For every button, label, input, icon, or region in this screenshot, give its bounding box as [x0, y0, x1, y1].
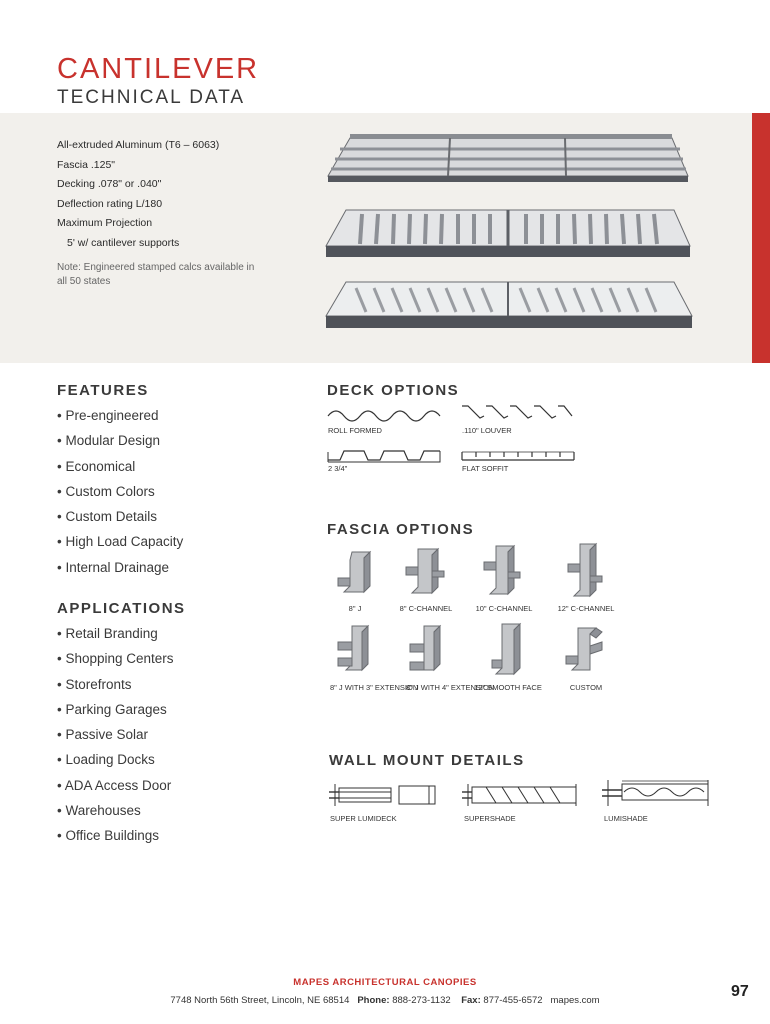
spec-deflection: Deflection rating L/180	[57, 197, 163, 210]
footer-phone-label: Phone:	[357, 995, 390, 1006]
fascia-custom-label: CUSTOM	[569, 683, 603, 692]
fascia-j-ext4-label: 8" J WITH 4" EXTENSION	[406, 683, 495, 692]
page-title: CANTILEVER	[57, 53, 260, 85]
footer-fax: 877-455-6572	[483, 995, 543, 1006]
footer-brand: MAPES ARCHITECTURAL CANOPIES	[293, 977, 477, 988]
list-item: • Shopping Centers	[57, 651, 174, 667]
red-edge-tab	[752, 113, 770, 363]
fascia-options-heading: FASCIA OPTIONS	[327, 521, 475, 538]
deck-options-heading: DECK OPTIONS	[327, 382, 460, 399]
list-item: • Passive Solar	[57, 727, 149, 743]
fascia-j-ext3-label: 8" J WITH 3" EXTENSION	[330, 683, 419, 692]
fascia-8-j-label: 8" J	[348, 604, 362, 613]
footer-contact	[0, 995, 770, 1006]
fascia-smooth-face-label: 12" SMOOTH FACE	[474, 683, 542, 692]
list-item: • Warehouses	[57, 803, 141, 819]
spec-decking: Decking .078" or .040"	[57, 178, 162, 190]
list-item: • Pre-engineered	[57, 408, 159, 423]
supershade-label: SUPERSHADE	[464, 814, 516, 823]
engineering-note: Note: Engineered stamped calcs available in all 50 states	[57, 262, 255, 287]
applications-list	[57, 621, 174, 849]
list-item: • Office Buildings	[57, 828, 160, 844]
spec-material: All-extruded Aluminum (T6 – 6063)	[57, 139, 220, 151]
list-item: • Custom Details	[57, 509, 158, 525]
list-item: • Economical	[57, 458, 136, 474]
fascia-j-ext3-image	[332, 622, 378, 678]
supershade-drawing	[462, 782, 582, 808]
applications-heading: APPLICATIONS	[57, 600, 186, 617]
two-three-quarter-label: 2 3/4"	[328, 464, 348, 473]
page-number: 97	[731, 983, 749, 1000]
spec-projection-value: 5' w/ cantilever supports	[67, 236, 180, 249]
canopy-renderings	[320, 128, 700, 338]
lumishade-label: LUMISHADE	[604, 814, 648, 823]
features-heading: FEATURES	[57, 382, 149, 399]
features-list	[57, 403, 183, 580]
canopy-image-1	[328, 134, 688, 182]
list-item: • Custom Colors	[57, 483, 155, 499]
fascia-12-c-label: 12" C-CHANNEL	[557, 604, 615, 613]
fascia-8-j-image	[330, 548, 380, 600]
louver-profile	[460, 402, 575, 426]
canopy-image-2	[326, 210, 690, 257]
fascia-8-c-label: 8" C-CHANNEL	[399, 604, 453, 613]
list-item: • High Load Capacity	[57, 534, 184, 550]
list-item: • Retail Branding	[57, 626, 158, 641]
spec-projection: Maximum Projection	[57, 217, 153, 229]
fascia-custom-image	[562, 622, 608, 678]
fascia-10-c-label: 10" C-CHANNEL	[475, 604, 533, 613]
roll-formed-label: ROLL FORMED	[328, 426, 382, 435]
flat-soffit-label: FLAT SOFFIT	[462, 464, 509, 473]
lumishade-drawing	[602, 778, 718, 808]
two-three-quarter-profile	[326, 448, 444, 464]
louver-label: .110" LOUVER	[462, 426, 512, 435]
super-lumideck-drawing	[329, 782, 439, 808]
roll-formed-profile	[326, 404, 446, 424]
list-item: • Modular Design	[57, 433, 161, 449]
wall-mount-heading: WALL MOUNT DETAILS	[329, 752, 525, 769]
list-item: • Storefronts	[57, 676, 132, 692]
list-item: • Loading Docks	[57, 752, 155, 768]
list-item: • Internal Drainage	[57, 559, 170, 575]
fascia-12-c-image	[560, 540, 610, 602]
super-lumideck-label: SUPER LUMIDECK	[330, 814, 397, 823]
list-item: • Parking Garages	[57, 701, 167, 717]
page-subtitle: TECHNICAL DATA	[57, 87, 246, 108]
footer-address: 7748 North 56th Street, Lincoln, NE 68514	[170, 995, 350, 1006]
footer-phone: 888-273-1132	[392, 995, 451, 1006]
footer-website: mapes.com	[550, 995, 600, 1006]
list-item: • ADA Access Door	[57, 777, 172, 793]
canopy-image-3	[326, 282, 692, 328]
spec-fascia: Fascia .125"	[57, 158, 116, 171]
fascia-8-c-image	[400, 545, 450, 601]
footer-fax-label: Fax:	[461, 995, 481, 1006]
fascia-10-c-image	[478, 542, 528, 602]
spec-list	[57, 136, 297, 253]
fascia-j-ext4-image	[404, 622, 450, 678]
fascia-smooth-face-image	[484, 620, 530, 680]
flat-soffit-profile	[460, 448, 576, 464]
